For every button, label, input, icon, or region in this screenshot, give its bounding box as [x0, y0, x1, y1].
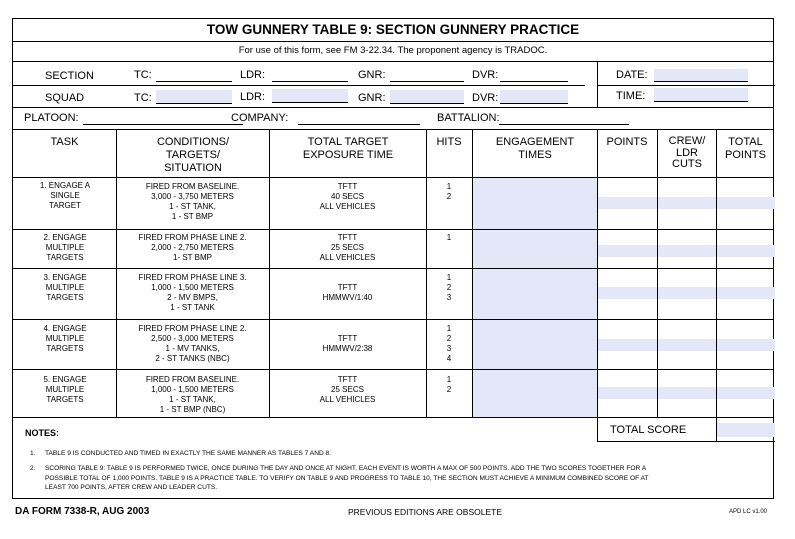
col-header-conditions: CONDITIONS/ TARGETS/ SITUATION — [156, 136, 230, 174]
conditions-5: FIRED FROM BASELINE. 1,000 - 1,500 METERS 1 - ST TANK, 1 - ST BMP (NBC) — [145, 375, 240, 414]
conditions-3: FIRED FROM PHASE LINE 3. 1,000 - 1,500 METERS 2 - MV BMPS, 1 - ST TANK — [138, 273, 247, 312]
note-2-number: 2. — [30, 465, 36, 472]
points-field-4[interactable] — [598, 339, 657, 351]
form-subtitle: For use of this form, see FM 3-22.34. The proponent agency is TRADOC. — [238, 45, 548, 56]
total-points-field-2[interactable] — [717, 245, 775, 257]
engagement-times-field-4[interactable] — [473, 320, 597, 369]
exposure-4: TFTT HMMWV/2:38 — [322, 334, 373, 353]
section-gnr-field[interactable] — [390, 81, 464, 82]
date-field[interactable] — [654, 69, 748, 82]
company-field[interactable] — [298, 124, 420, 125]
obsolete-notice: PREVIOUS EDITIONS ARE OBSOLETE — [348, 507, 502, 517]
engagement-times-field-2[interactable] — [473, 230, 597, 268]
task-2: 2. ENGAGE MULTIPLE TARGETS — [43, 233, 87, 262]
note-2-text: SCORING TABLE 9: TABLE 9 IS PERFORMED TWICE, ONCE DURING THE DAY AND ONCE AT NIGHT. EACH EVENT IS WORTH A MAX OF 500 POINTS. ADD THE TWO SCORES TOGETHER FOR A POSSIBLE TOTAL OF 1,000 POINTS. TABLE 9 IS A PRACTICE TABLE. TO VERIFY ON TABLE 9 AND PROGRESS TO TABLE 10, THE SECTION MUST ACHIEVE A MINIMUM COMBINED SCORE OF AT LEAST 700 POINTS, AFTER CREW AND LEADER CUTS. — [45, 465, 649, 491]
date-label: DATE: — [616, 69, 648, 81]
points-field-3[interactable] — [598, 287, 657, 299]
engagement-times-field-5[interactable] — [473, 370, 597, 417]
platoon-label: PLATOON: — [24, 112, 79, 124]
squad-ldr-field[interactable] — [272, 89, 348, 103]
exposure-3: TFTT HMMWV/1:40 — [322, 283, 373, 302]
section-tc-field[interactable] — [156, 81, 232, 82]
company-label: COMPANY: — [231, 112, 289, 124]
points-field-1[interactable] — [598, 197, 657, 209]
total-points-field-1[interactable] — [717, 197, 775, 209]
crew-cuts-field-5[interactable] — [658, 387, 716, 399]
form-title: TOW GUNNERY TABLE 9: SECTION GUNNERY PRACTICE — [206, 22, 580, 37]
battalion-field[interactable] — [499, 124, 629, 125]
exposure-2: TFTT 25 SECS ALL VEHICLES — [319, 233, 376, 262]
platoon-field[interactable] — [83, 124, 243, 125]
points-field-2[interactable] — [598, 245, 657, 257]
section-dvr-label: DVR: — [472, 69, 499, 81]
exposure-5: TFTT 25 SECS ALL VEHICLES — [319, 375, 376, 404]
crew-cuts-field-1[interactable] — [658, 197, 716, 209]
squad-tc-field[interactable] — [156, 90, 232, 104]
total-points-field-5[interactable] — [717, 387, 775, 399]
time-label: TIME: — [616, 90, 646, 102]
squad-gnr-label: GNR: — [358, 92, 386, 104]
task-1: 1. ENGAGE A SINGLE TARGET — [39, 181, 91, 210]
note-1-number: 1. — [30, 450, 36, 457]
form-id: DA FORM 7338-R, AUG 2003 — [15, 506, 150, 517]
hits-4: 1 2 3 4 — [446, 324, 452, 363]
tow-gunnery-form — [12, 18, 774, 499]
section-ldr-label: LDR: — [240, 69, 266, 81]
engagement-times-field-3[interactable] — [473, 269, 597, 319]
battalion-label: BATTALION: — [437, 112, 500, 124]
col-header-exposure: TOTAL TARGET EXPOSURE TIME — [302, 136, 394, 161]
hits-3: 1 2 3 — [446, 273, 452, 302]
squad-label: SQUAD — [45, 92, 85, 104]
hits-1: 1 2 — [446, 182, 452, 201]
conditions-4: FIRED FROM PHASE LINE 2. 2,500 - 3,000 METERS 1 - MV TANKS, 2 - ST TANKS (NBC) — [138, 324, 247, 363]
section-dvr-field[interactable] — [500, 81, 568, 82]
squad-dvr-field[interactable] — [500, 90, 568, 104]
points-field-5[interactable] — [598, 387, 657, 399]
time-field[interactable] — [654, 88, 748, 102]
col-header-hits: HITS — [436, 136, 462, 148]
task-4: 4. ENGAGE MULTIPLE TARGETS — [43, 324, 87, 353]
crew-cuts-field-2[interactable] — [658, 245, 716, 257]
section-gnr-label: GNR: — [358, 69, 386, 81]
note-1-text: TABLE 9 IS CONDUCTED AND TIMED IN EXACTLY THE SAME MANNER AS TABLES 7 AND 8. — [45, 450, 332, 457]
squad-tc-label: TC: — [134, 92, 152, 104]
total-points-field-4[interactable] — [717, 339, 775, 351]
hits-2: 1 — [446, 233, 452, 242]
col-header-engagement: ENGAGEMENT TIMES — [495, 136, 575, 161]
col-header-task: TASK — [50, 136, 79, 148]
col-header-points: POINTS — [606, 136, 648, 148]
total-score-label: TOTAL SCORE — [610, 424, 687, 436]
version-label: APD LC v1.00 — [729, 509, 768, 515]
squad-ldr-label: LDR: — [240, 91, 266, 103]
crew-cuts-field-3[interactable] — [658, 287, 716, 299]
conditions-2: FIRED FROM PHASE LINE 2. 2,000 - 2,750 METERS 1- ST BMP — [138, 233, 247, 262]
col-header-crew-cuts: CREW/ LDR CUTS — [668, 135, 706, 170]
col-header-total-points: TOTAL POINTS — [725, 136, 766, 161]
task-3: 3. ENGAGE MULTIPLE TARGETS — [43, 273, 87, 302]
section-label: SECTION — [45, 70, 94, 82]
squad-dvr-label: DVR: — [472, 92, 499, 104]
section-tc-label: TC: — [134, 69, 152, 81]
crew-cuts-field-4[interactable] — [658, 339, 716, 351]
exposure-1: TFTT 40 SECS ALL VEHICLES — [319, 182, 376, 211]
hits-5: 1 2 — [446, 375, 452, 394]
engagement-times-field-1[interactable] — [473, 178, 597, 229]
conditions-1: FIRED FROM BASELINE. 3,000 - 3,750 METERS 1 - ST TANK, 1 - ST BMP — [145, 182, 240, 221]
notes-label: NOTES: — [25, 428, 60, 438]
total-points-field-3[interactable] — [717, 287, 775, 299]
total-score-field[interactable] — [717, 423, 775, 437]
task-5: 5. ENGAGE MULTIPLE TARGETS — [43, 375, 87, 404]
section-ldr-field[interactable] — [272, 81, 348, 82]
squad-gnr-field[interactable] — [390, 90, 464, 104]
